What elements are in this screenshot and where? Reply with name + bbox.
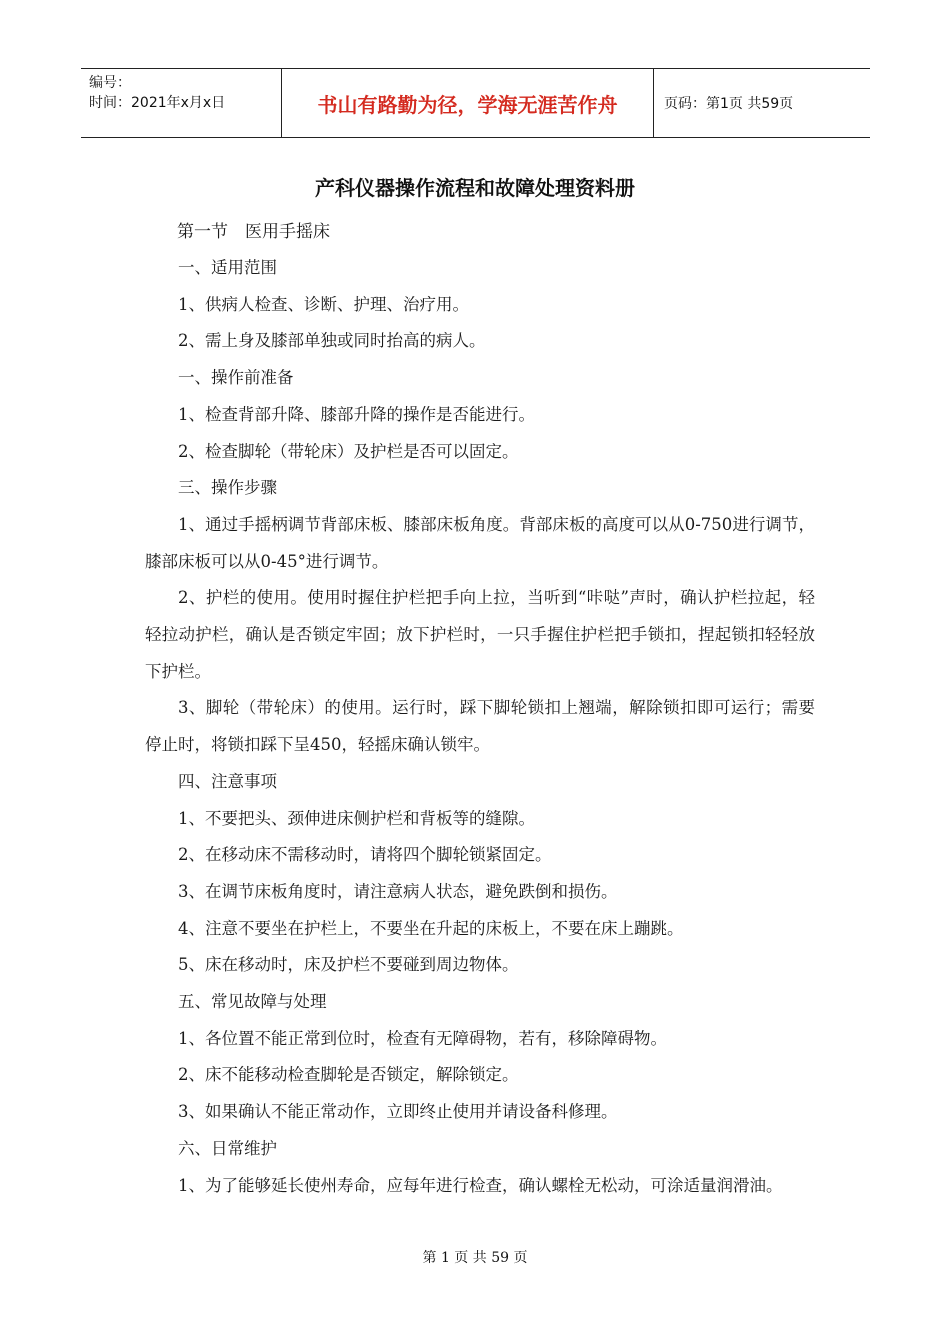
section-title: 第一节 医用手摇床 [177,222,330,242]
paragraph: 1、为了能够延长使州寿命，应每年进行检查，确认螺栓无松动，可涂适量润滑油。 [178,1175,783,1195]
paragraph: 四、注意事项 [178,771,277,791]
paragraph: 3、在调节床板角度时，请注意病人状态，避免跌倒和损伤。 [178,881,618,901]
paragraph: 1、不要把头、颈伸进床侧护栏和背板等的缝隙。 [178,808,535,828]
paragraph: 三、操作步骤 [178,478,277,498]
paragraph: 2、检查脚轮（带轮床）及护栏是否可以固定。 [178,441,519,461]
paragraph: 2、护栏的使用。使用时握住护栏把手向上拉，当听到“咔哒”声时，确认护栏拉起，轻轻拉动护栏，确认是否锁定牢固；放下护栏时，一只手握住护栏把手锁扣，捏起锁扣轻轻放下护栏。 [145,588,815,681]
number-label: 编号： [89,75,131,91]
paragraph: 3、如果确认不能正常动作，立即终止使用并请设备科修理。 [178,1102,618,1122]
paragraph: 一、适用范围 [178,258,277,277]
time-label: 时间：2021年x月x日 [89,95,226,111]
paragraph: 3、脚轮（带轮床）的使用。运行时，踩下脚轮锁扣上翘端，解除锁扣即可运行；需要停止时，将锁扣踩下呈450，轻摇床确认锁牢。 [145,698,815,755]
paragraph: 2、床不能移动检查脚轮是否锁定，解除锁定。 [178,1065,519,1085]
document-body [145,214,815,1204]
header-meta [81,69,281,137]
paragraph: 1、通过手摇柄调节背部床板、膝部床板角度。背部床板的高度可以从0-750进行调节，膝部床板可以从0-45°进行调节。 [145,514,815,571]
paragraph: 一、操作前准备 [178,368,294,388]
paragraph: 1、供病人检查、诊断、护理、治疗用。 [178,294,469,314]
paragraph: 5、床在移动时，床及护栏不要碰到周边物体。 [178,955,519,975]
header-page-info: 页码：第1页 共59页 [664,96,794,112]
paragraph: 2、需上身及膝部单独或同时抬高的病人。 [178,331,486,351]
paragraph: 1、检查背部升降、膝部升降的操作是否能进行。 [178,404,535,424]
paragraph: 1、各位置不能正常到位时，检查有无障碍物，若有，移除障碍物。 [178,1028,667,1048]
document-title: 产科仪器操作流程和故障处理资料册 [315,176,635,200]
page-footer: 第 1 页 共 59 页 [422,1250,528,1266]
header-motto: 书山有路勤为径，学海无涯苦作舟 [281,69,654,137]
paragraph: 2、在移动床不需移动时，请将四个脚轮锁紧固定。 [178,845,552,865]
header-table [81,68,870,138]
paragraph: 五、常见故障与处理 [178,992,327,1012]
paragraph: 4、注意不要坐在护栏上，不要坐在升起的床板上，不要在床上蹦跳。 [178,918,684,938]
paragraph: 六、日常维护 [178,1138,277,1158]
